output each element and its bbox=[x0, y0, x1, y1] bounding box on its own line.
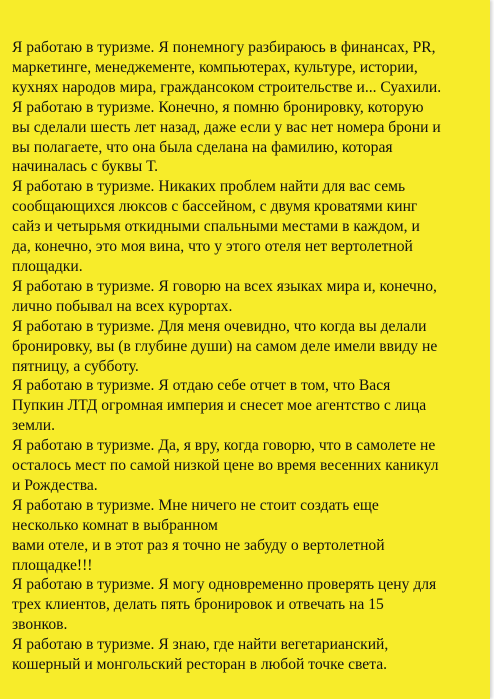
text-line: несколько комнат в выбранном bbox=[12, 516, 218, 534]
text-line: осталось мест по самой низкой цене во время весенних каникул bbox=[12, 457, 439, 475]
text-line: Я работаю в туризме. Да, я вру, когда говорю, что в самолете не bbox=[12, 437, 436, 455]
text-line: звонков. bbox=[12, 616, 68, 634]
text-line: вы сделали шесть лет назад, даже если у вас нет номера брони и bbox=[12, 118, 441, 136]
text-line: Я работаю в туризме. Я понемногу разбираюсь в финансах, PR, bbox=[12, 39, 436, 56]
text-line: вами отеле, и в этот раз я точно не забуду о вертолетной bbox=[12, 536, 385, 554]
text-line: вы полагаете, что она была сделана на фамилию, которая bbox=[12, 138, 393, 156]
text-line: сообщающихся люксов с бассейном, с двумя кроватями кинг bbox=[12, 198, 418, 216]
text-line: Пупкин ЛТД огромная империя и снесет мое агентство с лица bbox=[12, 397, 427, 415]
text-line: земли. bbox=[12, 417, 55, 435]
text-line: бронировку, вы (в глубине души) на самом деле имели ввиду не bbox=[12, 337, 438, 355]
text-line: Я работаю в туризме. Я знаю, где найти вегетарианский, bbox=[12, 636, 389, 654]
text-line: пятницу, а субботу. bbox=[12, 357, 139, 375]
text-line: Я работаю в туризме. Мне ничего не стоит создать еще bbox=[12, 496, 379, 514]
text-line: и Рождества. bbox=[12, 476, 98, 494]
text-line: маркетинге, менеджементе, компьютерах, культуре, истории, bbox=[12, 58, 418, 76]
text-line: трех клиентов, делать пять бронировок и отвечать на 15 bbox=[12, 596, 384, 614]
text-line: площадки. bbox=[12, 257, 83, 275]
text-line: Я работаю в туризме. Никаких проблем найти для вас семь bbox=[12, 178, 406, 196]
text-line: Я работаю в туризме. Конечно, я помню бронировку, которую bbox=[12, 98, 424, 116]
text-line: Я работаю в туризме. Я могу одновременно проверять цену для bbox=[12, 576, 437, 594]
text-line: кошерный и монгольский ресторан в любой точке света. bbox=[12, 656, 388, 674]
text-line: Я работаю в туризме. Для меня очевидно, что когда вы делали bbox=[12, 317, 427, 335]
text-line: да, конечно, это моя вина, что у этого отеля нет вертолетной bbox=[12, 238, 413, 256]
text-line: лично побывал на всех курортах. bbox=[12, 297, 233, 315]
text-line: Я работаю в туризме. Я говорю на всех языках мира и, конечно, bbox=[12, 277, 437, 295]
text-line: кухнях народов мира, граждансоком строительстве и... Суахили. bbox=[12, 78, 442, 96]
text-line: сайз и четырьмя откидными спальными местами в каждом, и bbox=[12, 218, 420, 236]
text-line: Я работаю в туризме. Я отдаю себе отчет в том, что Вася bbox=[12, 377, 391, 395]
document-text bbox=[12, 38, 482, 675]
text-line: начиналась с буквы Т. bbox=[12, 158, 158, 176]
text-line: площадке!!! bbox=[12, 556, 93, 574]
